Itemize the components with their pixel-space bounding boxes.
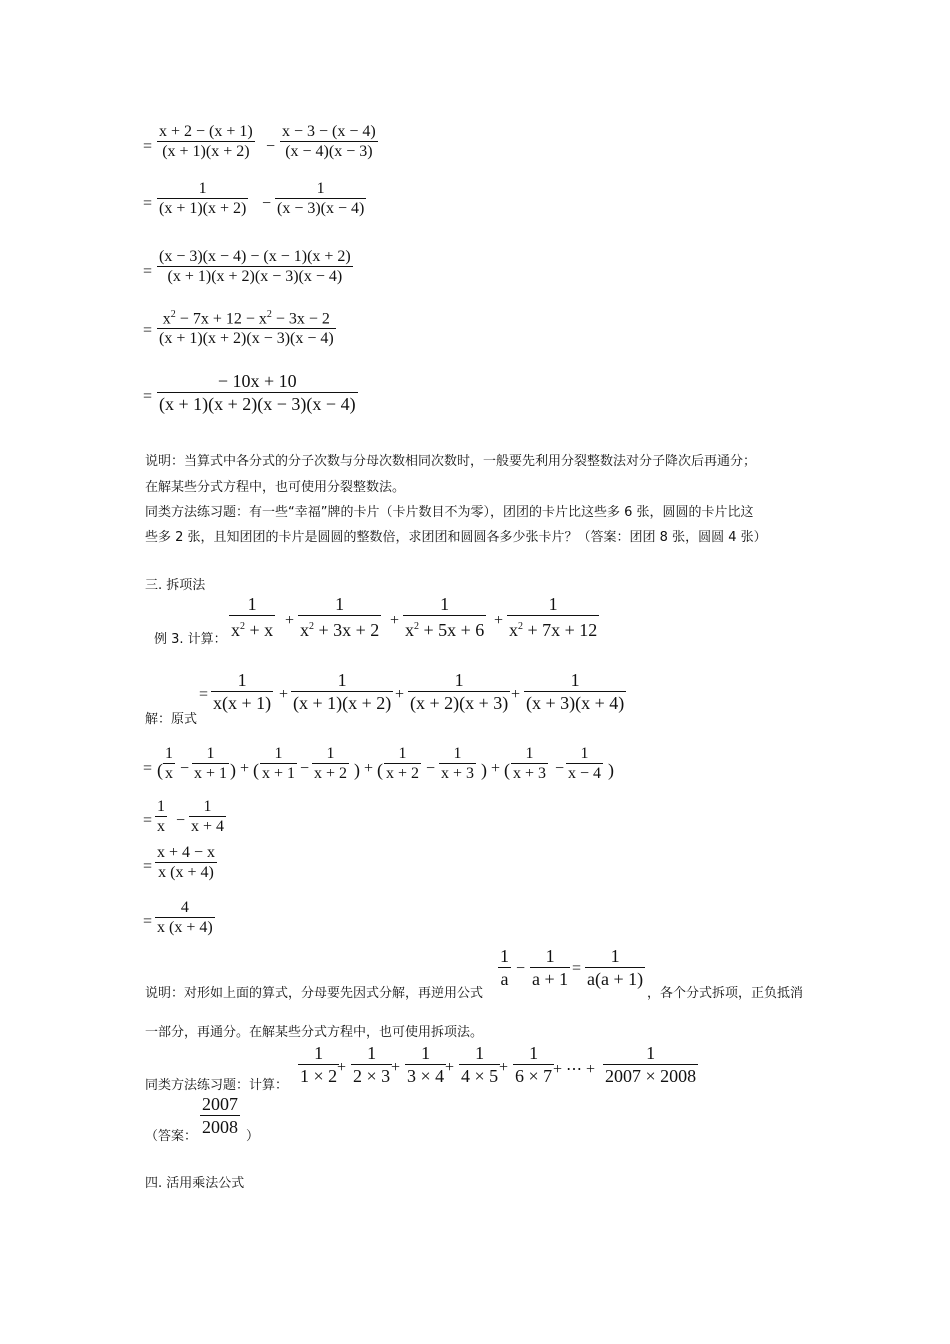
denominator: x xyxy=(157,818,165,835)
right-paren: ) xyxy=(608,760,614,780)
denominator: (x + 1)(x + 2)(x − 3)(x − 4) xyxy=(167,268,343,285)
fraction xyxy=(585,945,645,990)
denominator: $x^2 + x$ xyxy=(231,620,274,640)
left-paren: ( xyxy=(157,760,163,780)
note-line: 在解某些分式方程中，也可使用分裂整数法。 xyxy=(145,480,406,495)
equals-sign: = xyxy=(143,195,153,212)
denominator: x + 3 xyxy=(513,765,547,782)
denominator: a xyxy=(500,969,509,989)
denominator: $x^2 + 7x + 12$ xyxy=(509,620,598,640)
denominator: (x + 3)(x + 4) xyxy=(526,693,625,713)
denominator: a + 1 xyxy=(532,969,569,989)
numerator: 1 xyxy=(335,594,345,614)
denominator: 2007 × 2008 xyxy=(605,1066,697,1086)
fraction xyxy=(200,1093,240,1138)
numerator: 1 xyxy=(326,745,335,762)
fraction xyxy=(157,370,358,415)
numerator: 1 xyxy=(525,745,534,762)
fraction xyxy=(507,593,599,641)
left-paren: ( xyxy=(377,760,383,780)
section-heading: 四. 活用乘法公式 xyxy=(145,1176,245,1191)
fraction xyxy=(405,1042,446,1087)
equals-sign: = xyxy=(143,858,153,875)
denominator: x (x + 4) xyxy=(158,864,214,881)
plus-sign: + xyxy=(391,1059,401,1076)
minus-sign: − xyxy=(266,138,276,155)
numerator: 1 xyxy=(337,670,347,690)
denominator: (x + 1)(x + 2) xyxy=(159,200,247,217)
denominator: x − 4 xyxy=(568,765,602,782)
numerator: 1 xyxy=(203,798,212,815)
numerator: 1 xyxy=(398,745,407,762)
denominator: x + 4 xyxy=(191,818,225,835)
plus-sign: + xyxy=(285,612,295,629)
equals-sign: = xyxy=(143,760,153,777)
fraction xyxy=(155,797,167,836)
denominator: (x + 1)(x + 2)(x − 3)(x − 4) xyxy=(159,394,356,414)
fraction xyxy=(157,122,255,161)
numerator: 1 xyxy=(314,1043,324,1063)
practice-line: 些多 2 张，且知团团的卡片是圆圆的整数倍，求团团和圆圆各多少张卡片？（答案：团团 8 张，圆圆 4 张） xyxy=(145,530,767,545)
numerator: 1 xyxy=(421,1043,431,1063)
minus-sign: − xyxy=(176,812,186,829)
fraction xyxy=(157,179,248,218)
left-paren: ( xyxy=(504,760,510,780)
fraction xyxy=(513,1042,554,1087)
plus-sign: + xyxy=(390,612,400,629)
numerator: 1 xyxy=(570,670,580,690)
plus-sign: + xyxy=(499,1059,509,1076)
note-line: ，各个分式拆项，正负抵消 xyxy=(647,986,804,1001)
equals-sign: = xyxy=(572,960,582,977)
minus-sign: − xyxy=(262,195,272,212)
right-paren: ) xyxy=(230,760,236,780)
numerator: 1 xyxy=(367,1043,377,1063)
numerator: 1 xyxy=(548,594,558,614)
fraction xyxy=(408,669,510,714)
fraction xyxy=(291,669,393,714)
numerator: 1 xyxy=(646,1043,656,1063)
fraction xyxy=(603,1042,698,1087)
plus-sign: + xyxy=(240,760,250,777)
numerator: $x^2 - 7x + 12 - x^2 - 3x - 2$ xyxy=(162,309,330,328)
denominator: x + 1 xyxy=(194,765,228,782)
denominator: (x − 3)(x − 4) xyxy=(277,200,365,217)
example-label: 例 3. 计算： xyxy=(154,632,227,647)
numerator: x − 3 − (x − 4) xyxy=(282,123,376,140)
denominator: (x + 2)(x + 3) xyxy=(410,693,509,713)
fraction xyxy=(511,744,548,783)
practice-line: 同类方法练习题：有一些“幸福”牌的卡片（卡片数目不为零），团团的卡片比这些多 6 张，圆圆的卡片比这 xyxy=(145,505,754,520)
right-paren: ) xyxy=(481,760,487,780)
fraction xyxy=(351,1042,392,1087)
fraction xyxy=(155,898,215,937)
answer-close: ） xyxy=(246,1129,260,1144)
fraction xyxy=(530,945,570,990)
fraction xyxy=(157,305,336,348)
denominator: 1 × 2 xyxy=(300,1066,338,1086)
fraction xyxy=(298,1042,339,1087)
section-heading: 三. 拆项法 xyxy=(145,578,206,593)
plus-sign: + xyxy=(364,760,374,777)
numerator: x + 2 − (x + 1) xyxy=(159,123,253,140)
numerator: 1 xyxy=(316,180,325,197)
plus-sign: + xyxy=(395,686,405,703)
fraction xyxy=(384,744,421,783)
note-line: 说明：对形如上面的算式，分母要先因式分解，再逆用公式 xyxy=(145,986,484,1001)
numerator: 1 xyxy=(529,1043,539,1063)
numerator: 1 xyxy=(165,745,173,762)
denominator: x xyxy=(165,765,173,782)
denominator: $x^2 + 5x + 6$ xyxy=(405,620,485,640)
fraction xyxy=(498,945,511,990)
numerator: 4 xyxy=(180,899,189,916)
numerator: 1 xyxy=(247,594,257,614)
minus-sign: − xyxy=(426,760,436,777)
denominator: 3 × 4 xyxy=(407,1066,445,1086)
equals-sign: = xyxy=(143,388,153,405)
fraction xyxy=(275,179,366,218)
fraction xyxy=(157,247,353,286)
numerator: 1 xyxy=(440,594,450,614)
numerator: 1 xyxy=(157,798,165,815)
fraction xyxy=(566,744,603,783)
denominator: (x + 1)(x + 2)(x − 3)(x − 4) xyxy=(159,330,334,348)
numerator: − 10x + 10 xyxy=(217,371,297,391)
denominator: (x − 4)(x − 3) xyxy=(285,143,373,160)
denominator: x (x + 4) xyxy=(157,919,213,936)
denominator: a(a + 1) xyxy=(587,969,644,989)
plus-sign: + xyxy=(491,760,501,777)
fraction xyxy=(459,1042,500,1087)
numerator: 1 xyxy=(454,670,464,690)
numerator: 1 xyxy=(453,745,462,762)
denominator: 2008 xyxy=(202,1117,238,1137)
plus-sign: + xyxy=(337,1059,347,1076)
denominator: x + 2 xyxy=(386,765,420,782)
fraction xyxy=(312,744,349,783)
plus-sign: + xyxy=(445,1059,455,1076)
fraction xyxy=(280,122,378,161)
equals-sign: = xyxy=(143,322,153,339)
denominator: x + 2 xyxy=(314,765,348,782)
fraction xyxy=(211,669,273,714)
denominator: 4 × 5 xyxy=(461,1066,499,1086)
plus-sign: + xyxy=(279,686,289,703)
note-line: 说明：当算式中各分式的分子次数与分母次数相同次数时，一般要先利用分裂整数法对分子降次后再通分； xyxy=(145,454,757,469)
denominator: $x^2 + 3x + 2$ xyxy=(300,620,380,640)
equals-sign: = xyxy=(199,686,209,703)
fraction xyxy=(439,744,476,783)
plus-sign: + xyxy=(494,612,504,629)
denominator: x + 1 xyxy=(262,765,296,782)
minus-sign: − xyxy=(555,760,565,777)
numerator: 1 xyxy=(580,745,589,762)
numerator: 1 xyxy=(500,946,509,966)
denominator: (x + 1)(x + 2) xyxy=(293,693,392,713)
denominator: 6 × 7 xyxy=(515,1066,553,1086)
numerator: 1 xyxy=(274,745,283,762)
fraction xyxy=(189,797,226,836)
practice-label: 同类方法练习题：计算： xyxy=(145,1078,289,1093)
numerator: 1 xyxy=(610,946,620,966)
numerator: 1 xyxy=(475,1043,485,1063)
equals-sign: = xyxy=(143,263,153,280)
fraction xyxy=(155,843,217,882)
denominator: 2 × 3 xyxy=(353,1066,391,1086)
fraction xyxy=(163,744,175,783)
denominator: (x + 1)(x + 2) xyxy=(162,143,250,160)
fraction xyxy=(260,744,297,783)
fraction xyxy=(524,669,626,714)
numerator: 1 xyxy=(198,180,207,197)
equals-sign: = xyxy=(143,913,153,930)
minus-sign: − xyxy=(180,760,190,777)
solution-label: 解：原式 xyxy=(145,712,198,727)
fraction xyxy=(403,593,486,641)
numerator: 1 xyxy=(206,745,215,762)
numerator: 1 xyxy=(237,670,247,690)
numerator: 1 xyxy=(545,946,555,966)
numerator: 2007 xyxy=(202,1094,238,1114)
numerator: (x − 3)(x − 4) − (x − 1)(x + 2) xyxy=(159,248,351,265)
plus-sign: + xyxy=(511,686,521,703)
fraction xyxy=(229,593,275,641)
note-line: 一部分，再通分。在解某些分式方程中，也可使用拆项法。 xyxy=(145,1025,484,1040)
ellipsis: + ⋯ + xyxy=(553,1061,596,1078)
denominator: x + 3 xyxy=(441,765,475,782)
equals-sign: = xyxy=(143,812,153,829)
answer-label: （答案： xyxy=(145,1129,198,1144)
equals-sign: = xyxy=(143,138,153,155)
fraction xyxy=(192,744,229,783)
right-paren: ) xyxy=(354,760,360,780)
minus-sign: − xyxy=(300,760,310,777)
minus-sign: − xyxy=(516,960,526,977)
left-paren: ( xyxy=(253,760,259,780)
denominator: x(x + 1) xyxy=(213,693,272,713)
numerator: x + 4 − x xyxy=(157,844,216,861)
fraction xyxy=(298,593,381,641)
